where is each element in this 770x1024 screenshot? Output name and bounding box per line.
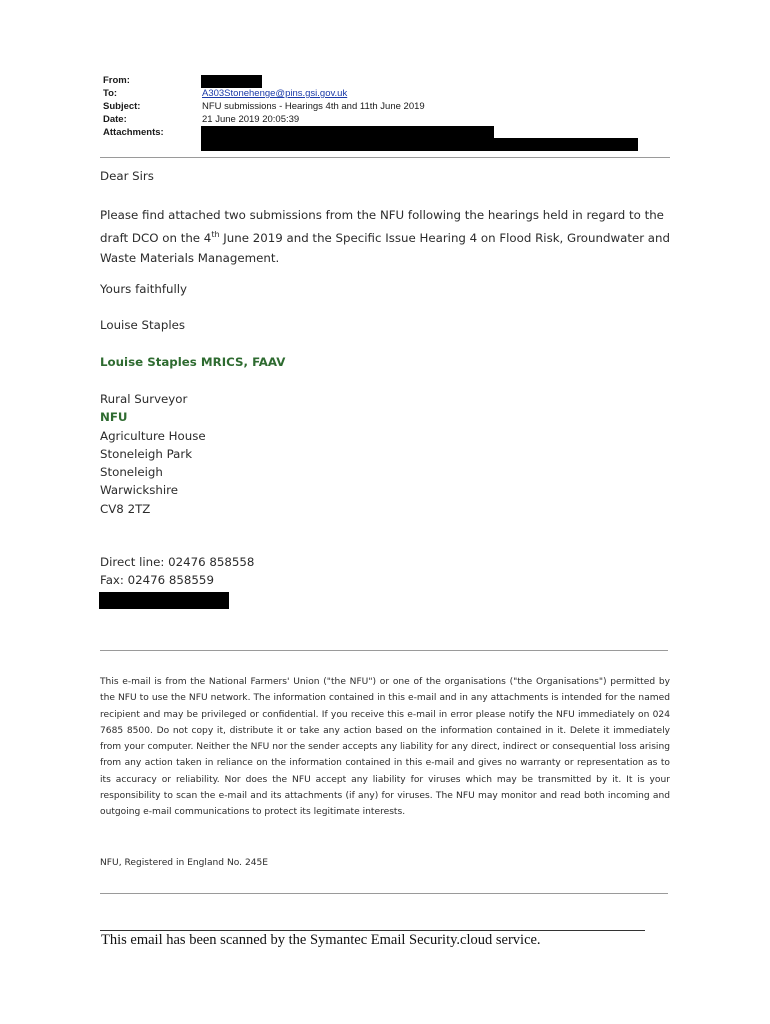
address-line: Stoneleigh Park (100, 446, 193, 461)
address-line: CV8 2TZ (100, 501, 151, 516)
redaction-attachment-2 (201, 138, 638, 151)
scan-notice: This email has been scanned by the Symantec Email Security.cloud service. (101, 932, 541, 948)
direct-line: Direct line: 02476 858558 (100, 555, 255, 569)
redaction-attachment-1 (201, 126, 494, 138)
date-value: 21 June 2019 20:05:39 (202, 114, 300, 125)
address-line: Warwickshire (100, 483, 178, 498)
body-paragraph (100, 205, 670, 268)
body-paragraph-text-1: Please find attached two submissions from the NFU following the hearings held in regard to the draft DCO on the 4 (100, 208, 664, 245)
disclaimer-divider-top (100, 650, 668, 651)
subject-value: NFU submissions - Hearings 4th and 11th June 2019 (202, 101, 425, 112)
date-label: Date: (103, 114, 127, 125)
subject-label: Subject: (103, 101, 141, 112)
scan-divider (100, 930, 645, 931)
greeting: Dear Sirs (100, 169, 154, 183)
disclaimer-text: This e-mail is from the National Farmers' Union ("the NFU") or one of the organisations ("the Organisations") permitted by the NFU to use the NFU network. The information contained in this e-mail and in any attachments is intended for the named recipient and may be privileged or confidential. If you receive this e-mail in error please notify the NFU immediately on 024 7685 8500. Do not copy it, distribute it or take any action based on the information contained in it. Delete it immediately from your computer. Neither the NFU nor the sender accepts any liability for any direct, indirect or consequential loss arising from any action taken in reliance on the information contained in this e-mail and gives no warranty or representation as to its accuracy or reliability. Nor does the NFU accept any liability for viruses which may be transmitted by it. It is your responsibility to scan the e-mail and its attachments (if any) for viruses. The NFU may monitor and read both incoming and outgoing e-mail communications to protect its legitimate interests. (100, 677, 670, 818)
redaction-from (201, 75, 262, 88)
signature-block (100, 390, 206, 518)
to-label: To: (103, 88, 118, 99)
body-paragraph-ordinal: th (211, 230, 220, 239)
from-label: From: (103, 75, 130, 86)
to-email-link[interactable]: A303Stonehenge@pins.gsi.gov.uk (202, 88, 348, 99)
header-divider (100, 157, 670, 158)
body-paragraph-text-2: June 2019 and the Specific Issue Hearing 4 on Flood Risk, Groundwater and Waste Materials Management. (100, 230, 671, 265)
signature-role: Rural Surveyor (100, 392, 188, 406)
registration-text: NFU, Registered in England No. 245E (100, 858, 269, 868)
signoff-name: Louise Staples (100, 318, 186, 332)
attachments-label: Attachments: (103, 127, 164, 138)
signature-org: NFU (100, 410, 128, 425)
closing: Yours faithfully (100, 282, 188, 296)
redaction-email (99, 592, 229, 609)
address-line: Stoneleigh (100, 465, 163, 480)
fax-line: Fax: 02476 858559 (100, 573, 214, 587)
address-line: Agriculture House (100, 428, 206, 443)
signature-name-title: Louise Staples MRICS, FAAV (100, 355, 286, 369)
disclaimer-divider-bottom (100, 893, 668, 894)
